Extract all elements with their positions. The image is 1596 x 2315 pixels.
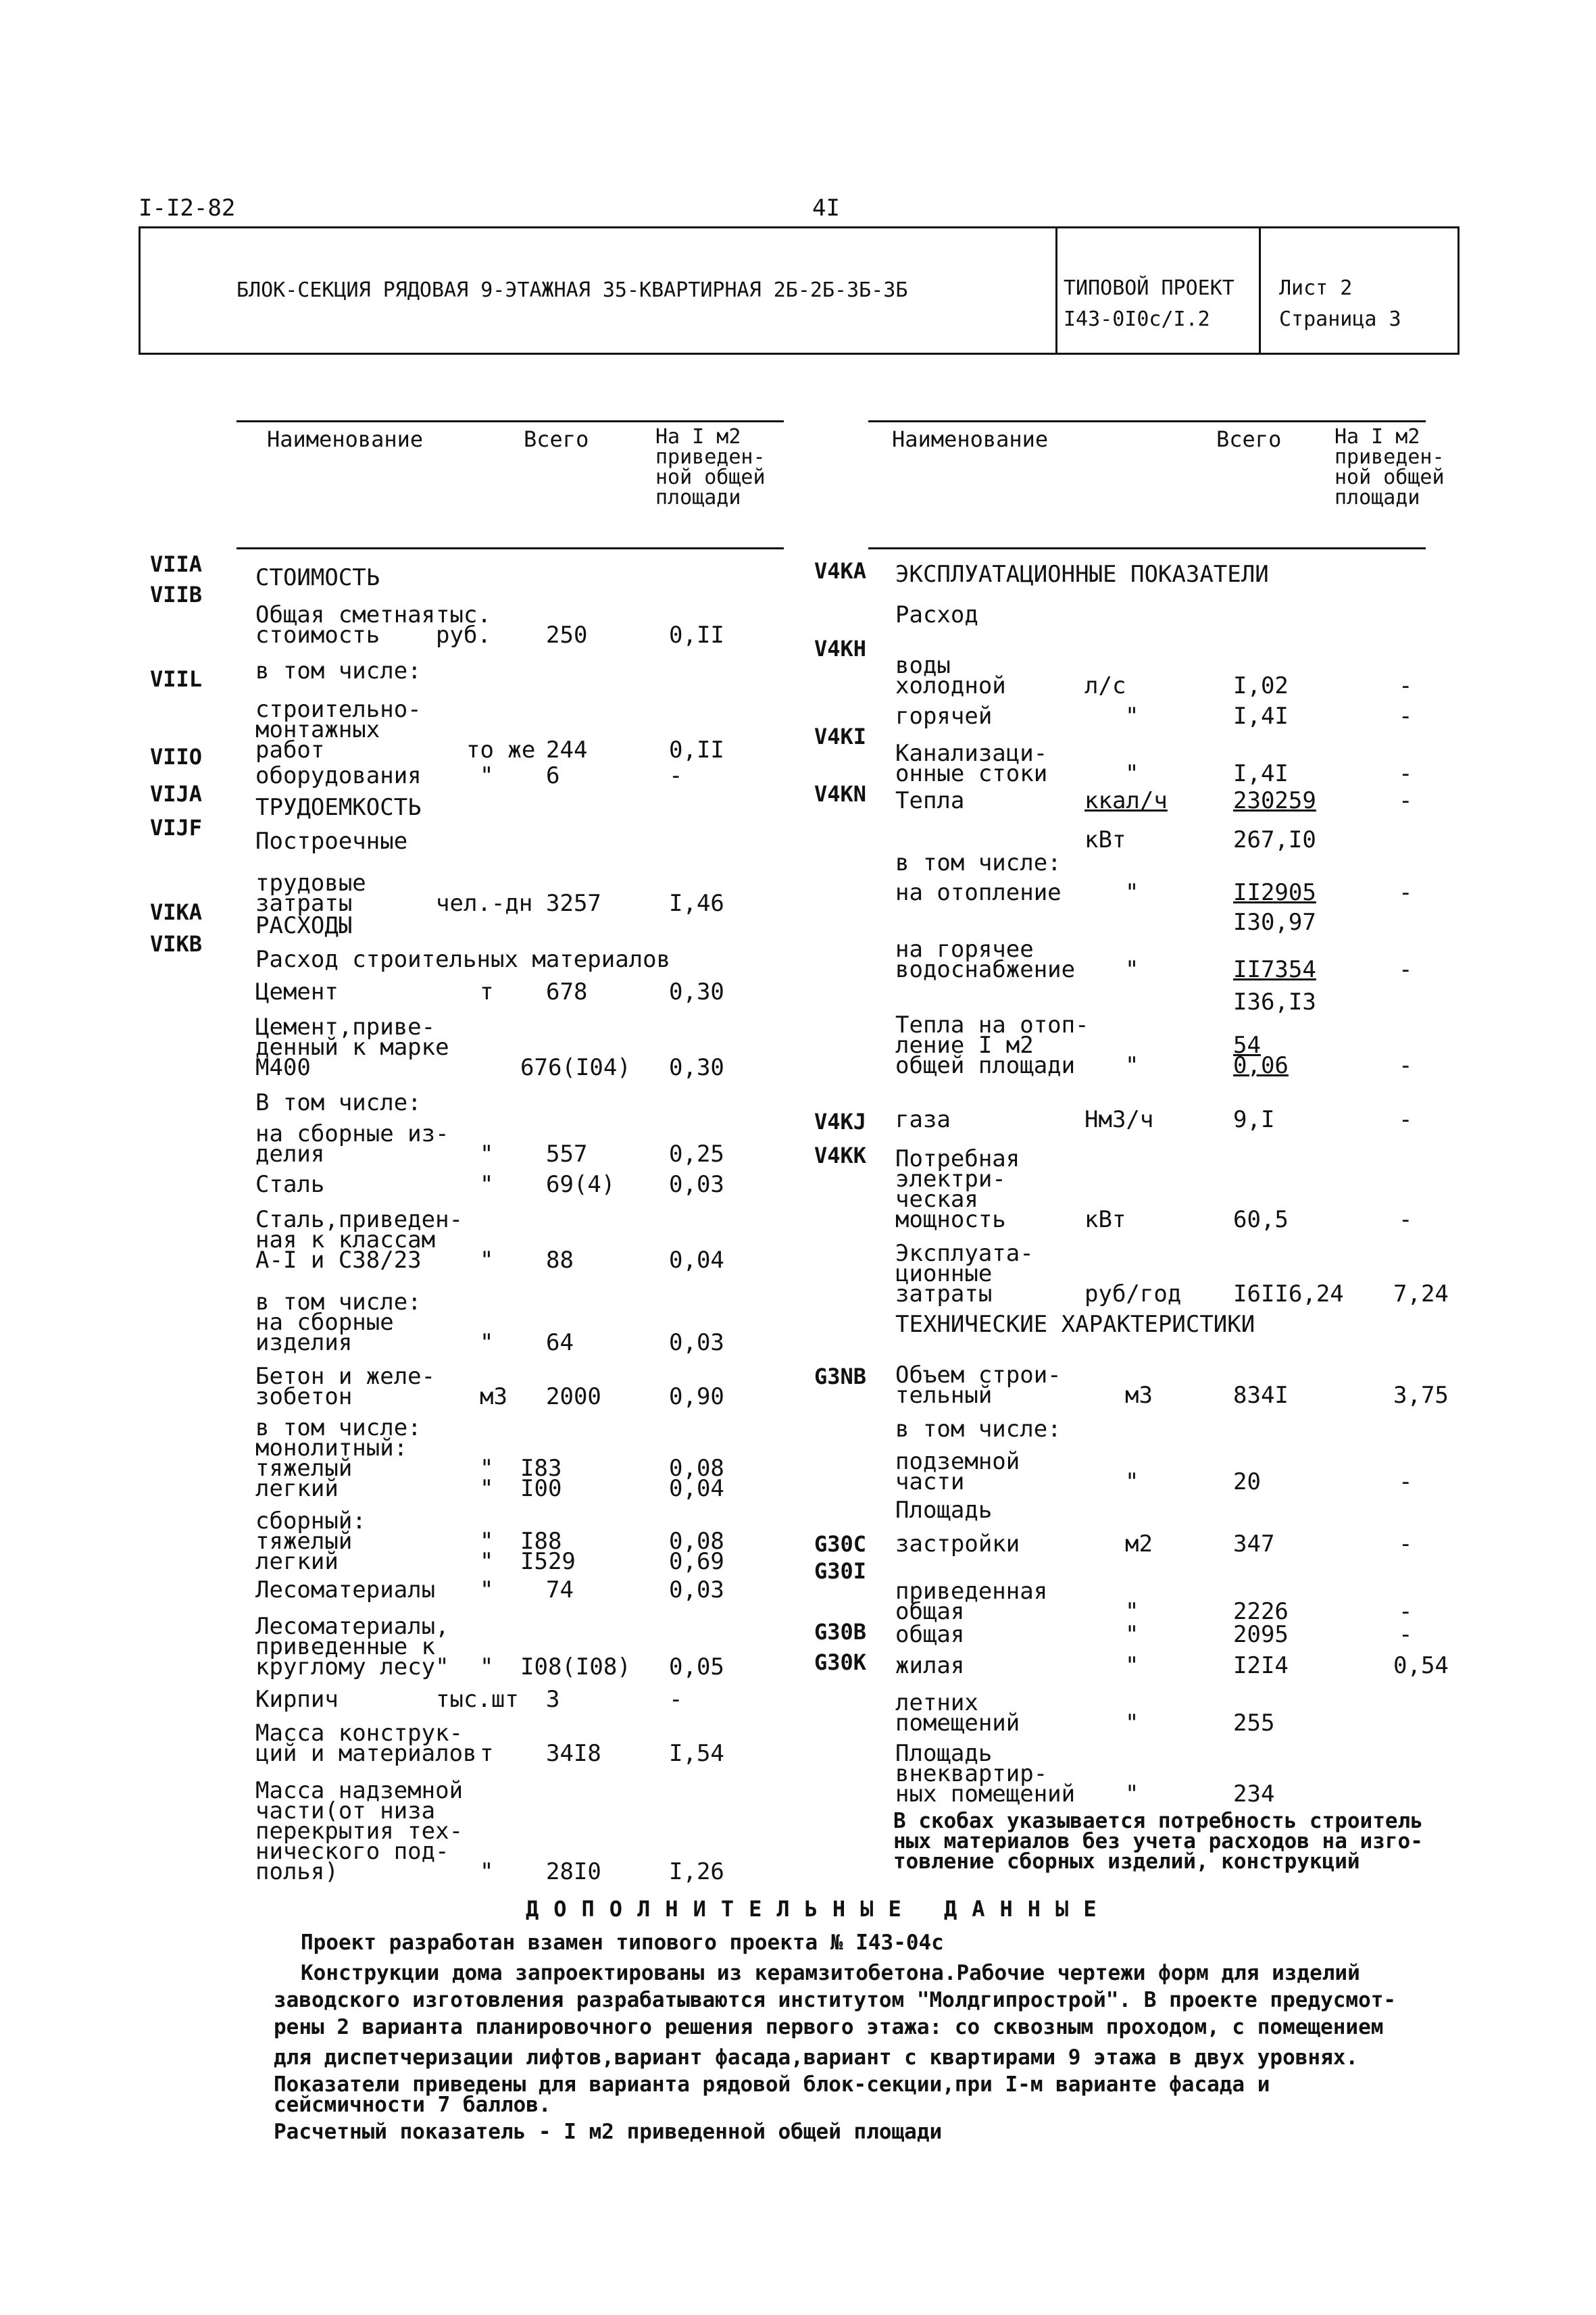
left-row-per-m2: I,26 [669, 1858, 724, 1885]
right-row-per-m2: - [1399, 1206, 1413, 1233]
right-row-unit: " [1125, 703, 1139, 730]
right-row-per-m2: - [1399, 1052, 1413, 1079]
left-row-per-m2: 0,30 [669, 1054, 724, 1081]
left-row-name: трудовые затраты [255, 870, 366, 917]
right-row-unit: " [1125, 760, 1139, 787]
right-row-unit: " [1125, 1652, 1139, 1679]
left-row-code: VIJA [150, 781, 203, 807]
left-row-per-m2: 0,03 [669, 1329, 724, 1356]
left-row-unit: " [480, 1329, 494, 1356]
right-row-per-m2: - [1399, 760, 1413, 787]
left-row-per-m2: I,54 [669, 1740, 724, 1767]
additional-line: Расчетный показатель - I м2 приведенной общей площади [274, 2120, 943, 2144]
left-row-unit: " " [480, 1528, 494, 1575]
left-row-name: в том числе: монолитный: тяжелый легкий [255, 1414, 422, 1502]
left-row-name: Сталь [255, 1171, 325, 1198]
right-header-total: Всего [1216, 426, 1282, 452]
right-row-per-m2: - [1399, 956, 1413, 983]
left-row-per-m2: 0,03 [669, 1171, 724, 1198]
right-row-total: I,4I [1233, 703, 1289, 730]
left-row-name: Сталь,приведен- ная к классам А-I и С38/23 [255, 1206, 464, 1274]
right-row-per-m2: - [1399, 1598, 1413, 1625]
left-row-per-m2: 0,25 [669, 1141, 724, 1168]
right-row-total: 230259 [1233, 787, 1316, 814]
additional-line: Показатели приведены для варианта рядовой блок-секции,при I-м варианте фасада и [274, 2072, 1270, 2097]
left-row-total: 69(4) [546, 1171, 616, 1198]
left-row-per-m2: 0,08 0,04 [669, 1455, 724, 1502]
right-row-total: 267,I0 [1233, 826, 1316, 853]
right-row-name: ЭКСПЛУАТАЦИОННЫЕ ПОКАЗАТЕЛИ [895, 561, 1269, 588]
left-row-name: РАСХОДЫ [255, 912, 353, 939]
left-row-total: I08(I08) [520, 1653, 631, 1681]
left-row-name: В том числе: [255, 1089, 422, 1116]
doc-code: I-I2-82 [139, 195, 236, 222]
left-row-code: VIIO [150, 744, 203, 770]
project-label: ТИПОВОЙ ПРОЕКТ [1064, 276, 1235, 300]
right-row-total: II2905 [1233, 879, 1316, 906]
right-row-per-m2: - [1399, 1106, 1413, 1133]
left-row-per-m2: 0,05 [669, 1653, 724, 1681]
right-row-code: V4KA [814, 558, 867, 584]
document-title: БЛОК-СЕКЦИЯ РЯДОВАЯ 9-ЭТАЖНАЯ 35-КВАРТИРНАЯ 2Б-2Б-3Б-3Б [236, 278, 908, 302]
right-row-name: в том числе: [895, 1416, 1062, 1443]
right-row-total: 234 [1233, 1781, 1275, 1808]
left-row-name: Лесоматериалы, приведенные к круглому лесу" [255, 1613, 449, 1681]
right-row-unit: кВт [1084, 826, 1126, 853]
right-row-name: Тепла [895, 787, 965, 814]
left-row-total: 28I0 [546, 1858, 601, 1885]
additional-line: сейсмичности 7 баллов. [274, 2093, 551, 2117]
right-row-per-m2: 3,75 [1393, 1382, 1449, 1409]
right-row-total: 54 0,06 [1233, 1032, 1289, 1079]
right-row-name: ТЕХНИЧЕСКИЕ ХАРАКТЕРИСТИКИ [895, 1311, 1255, 1338]
additional-line: Проект разработан взамен типового проекта № I43-04с [301, 1931, 944, 1955]
left-row-total: 6 [546, 762, 560, 789]
left-row-total: 34I8 [546, 1740, 601, 1767]
right-row-total: 20 [1233, 1468, 1261, 1495]
right-row-unit: Нм3/ч [1084, 1106, 1154, 1133]
right-header-per-m2: На I м2 приведен- ной общей площади [1335, 425, 1445, 509]
left-row-unit: чел.-дн [436, 890, 533, 917]
stamp-divider-1 [1055, 226, 1057, 355]
left-row-total: 3 [546, 1686, 560, 1713]
left-row-name: ТРУДОЕМКОСТЬ [255, 794, 422, 821]
left-row-unit: " [480, 762, 494, 789]
right-row-code: V4KN [814, 781, 867, 807]
right-row-unit: л/с [1084, 672, 1126, 699]
left-row-name: Общая сметная стоимость [255, 601, 436, 649]
right-row-total: 9,I [1233, 1106, 1275, 1133]
right-row-unit: " [1125, 879, 1139, 906]
right-row-name: подземной части [895, 1448, 1020, 1495]
right-row-total: II7354 [1233, 956, 1316, 983]
left-row-code: VIIA [150, 551, 203, 577]
left-row-total: 74 [546, 1576, 574, 1603]
right-row-unit: " [1125, 1781, 1139, 1808]
right-row-name: Канализаци- онные стоки [895, 740, 1048, 787]
right-row-code: G3NB [814, 1364, 867, 1389]
additional-heading: ДОПОЛНИТЕЛЬНЫЕ ДАННЫЕ [526, 1896, 1112, 1922]
right-row-name: Эксплуата- ционные затраты [895, 1240, 1034, 1308]
right-row-name: горячей [895, 703, 993, 730]
left-row-total: 676(I04) [520, 1054, 631, 1081]
additional-line: рены 2 варианта планировочного решения первого этажа: со сквозным проходом, с помещением [274, 2015, 1384, 2039]
right-row-per-m2: - [1399, 703, 1413, 730]
left-row-code: VIJF [150, 815, 203, 841]
left-row-unit: т [480, 1740, 494, 1767]
left-row-name: в том числе: на сборные изделия [255, 1289, 422, 1356]
left-row-name: Лесоматериалы [255, 1576, 436, 1603]
right-row-per-m2: 0,54 [1393, 1652, 1449, 1679]
right-row-total: 255 [1233, 1710, 1275, 1737]
right-row-total: I,4I [1233, 760, 1289, 787]
right-row-unit: м2 [1125, 1530, 1153, 1558]
left-row-unit: " [480, 1141, 494, 1168]
right-row-total: 2095 [1233, 1621, 1289, 1648]
right-row-total: I36,I3 [1233, 989, 1316, 1016]
left-row-name: Цемент [255, 978, 339, 1005]
left-row-name: СТОИМОСТЬ [255, 564, 380, 591]
left-row-total: 244 [546, 737, 588, 764]
left-row-per-m2: 0,03 [669, 1576, 724, 1603]
left-header-name: Наименование [267, 426, 424, 452]
right-row-name: на горячее водоснабжение [895, 936, 1076, 983]
additional-line: Конструкции дома запроектированы из керамзитобетона.Рабочие чертежи форм для изделий [301, 1961, 1360, 1985]
right-row-name: Потребная электри- ческая мощность [895, 1145, 1020, 1233]
right-row-name: Тепла на отоп- ление I м2 общей площади [895, 1012, 1089, 1079]
right-table-footnote: В скобах указывается потребность строитель ных материалов без учета расходов на изго- товление сборных изделий, конструкций [893, 1809, 1423, 1874]
right-row-total: 2226 [1233, 1598, 1289, 1625]
right-row-per-m2: - [1399, 1621, 1413, 1648]
right-row-name: на отопление [895, 879, 1062, 906]
left-table-top-rule [236, 420, 784, 422]
left-row-unit: тыс. руб. [436, 601, 491, 649]
right-row-name: летних помещений [895, 1689, 1020, 1737]
right-row-code: G30C [814, 1531, 867, 1557]
right-row-code: V4KI [814, 724, 867, 749]
left-row-name: Цемент,приве- денный к марке М400 [255, 1014, 449, 1081]
right-row-per-m2: 7,24 [1393, 1280, 1449, 1308]
left-row-per-m2: 0,II [669, 622, 724, 649]
left-row-name: строительно- монтажных работ [255, 696, 422, 764]
left-row-unit: " " [480, 1455, 494, 1502]
left-row-name: Расход строительных материалов [255, 946, 671, 973]
right-row-name: воды холодной [895, 652, 1006, 699]
right-row-total: 834I [1233, 1382, 1289, 1409]
left-row-total: I83 I00 [520, 1455, 562, 1502]
additional-line: заводского изготовления разрабатываются институтом "Молдгипрострой". В проекте предусмот- [274, 1988, 1397, 2012]
right-row-unit: " [1125, 1598, 1139, 1625]
left-row-code: VIIL [150, 666, 203, 692]
left-row-name: Бетон и желе- зобетон [255, 1363, 436, 1410]
left-row-code: VIIB [150, 582, 203, 607]
left-row-name: сборный: тяжелый легкий [255, 1508, 366, 1575]
right-row-name: Площадь внеквартир- ных помещений [895, 1740, 1076, 1808]
right-row-name: застройки [895, 1530, 1020, 1558]
left-row-unit: тыс.шт [436, 1686, 519, 1713]
left-row-unit: " [480, 1858, 494, 1885]
left-row-code: VIKB [150, 931, 203, 957]
right-row-unit: " [1125, 1468, 1139, 1495]
right-row-unit: " [1125, 1621, 1139, 1648]
right-row-name: общая [895, 1621, 965, 1648]
left-row-per-m2: 0,04 [669, 1247, 724, 1274]
right-row-total: 60,5 [1233, 1206, 1289, 1233]
left-header-total: Всего [524, 426, 589, 452]
left-row-name: Кирпич [255, 1686, 339, 1713]
right-row-per-m2: - [1399, 787, 1413, 814]
left-row-unit: " [480, 1653, 494, 1681]
right-row-total: I,02 [1233, 672, 1289, 699]
left-row-unit: т [480, 978, 494, 1005]
right-row-unit: м3 [1125, 1382, 1153, 1409]
right-table-header-rule [868, 547, 1426, 549]
left-row-name: на сборные из- делия [255, 1120, 449, 1168]
project-number: I43-0I0с/I.2 [1064, 307, 1210, 331]
page-number: 4I [812, 195, 840, 222]
left-row-unit: " [480, 1171, 494, 1198]
left-row-total: 678 [546, 978, 588, 1005]
right-row-total: I30,97 [1233, 909, 1316, 936]
right-row-per-m2: - [1399, 672, 1413, 699]
right-row-per-m2: - [1399, 1468, 1413, 1495]
left-table-header-rule [236, 547, 784, 549]
right-row-unit: " [1125, 956, 1139, 983]
left-row-unit: м3 [480, 1383, 507, 1410]
left-row-per-m2: I,46 [669, 890, 724, 917]
left-row-name: Построечные [255, 828, 408, 855]
left-row-name: оборудования [255, 762, 422, 789]
right-row-name: Объем строи- тельный [895, 1362, 1062, 1409]
left-row-total: 64 [546, 1329, 574, 1356]
right-row-name: Расход [895, 601, 978, 628]
left-row-total: 88 [546, 1247, 574, 1274]
right-row-code: G30I [814, 1558, 867, 1584]
left-row-name: в том числе: [255, 657, 422, 684]
right-row-unit: " [1125, 1052, 1139, 1079]
right-row-name: газа [895, 1106, 951, 1133]
right-header-name: Наименование [892, 426, 1049, 452]
right-row-total: I6II6,24 [1233, 1280, 1344, 1308]
stamp-divider-2 [1259, 226, 1261, 355]
left-row-per-m2: 0,30 [669, 978, 724, 1005]
left-row-total: 557 [546, 1141, 588, 1168]
right-row-code: V4KJ [814, 1109, 867, 1135]
left-row-code: VIKA [150, 899, 203, 925]
right-table-top-rule [868, 420, 1426, 422]
left-row-name: Масса конструк- ций и материалов [255, 1720, 477, 1767]
left-row-total: 250 [546, 622, 588, 649]
right-row-code: V4KH [814, 636, 867, 662]
right-row-total: 347 [1233, 1530, 1275, 1558]
page-label: Страница 3 [1279, 307, 1401, 331]
right-row-name: жилая [895, 1652, 965, 1679]
left-row-per-m2: - [669, 1686, 683, 1713]
right-row-per-m2: - [1399, 879, 1413, 906]
additional-line: для диспетчеризации лифтов,вариант фасада,вариант с квартирами 9 этажа в двух уровнях. [274, 2045, 1359, 2070]
left-row-per-m2: 0,II [669, 737, 724, 764]
left-row-unit: " [480, 1576, 494, 1603]
left-row-total: I88 I529 [520, 1528, 576, 1575]
right-row-per-m2: - [1399, 1530, 1413, 1558]
right-row-code: G30B [814, 1619, 867, 1645]
left-row-unit: то же [466, 737, 536, 764]
left-row-unit: " [480, 1247, 494, 1274]
right-row-name: Площадь [895, 1497, 993, 1524]
right-row-code: V4KK [814, 1143, 867, 1168]
left-row-per-m2: 0,90 [669, 1383, 724, 1410]
left-row-name: Масса надземной части(от низа перекрытия тех- нического под- полья) [255, 1777, 464, 1885]
right-row-code: G30K [814, 1649, 867, 1675]
right-row-unit: руб/год [1084, 1280, 1182, 1308]
sheet-label: Лист 2 [1279, 276, 1353, 300]
left-header-per-m2: На I м2 приведен- ной общей площади [655, 425, 766, 509]
left-row-total: 2000 [546, 1383, 601, 1410]
right-row-total: I2I4 [1233, 1652, 1289, 1679]
right-row-unit: ккал/ч [1084, 787, 1168, 814]
right-row-name: в том числе: [895, 849, 1062, 876]
left-row-per-m2: - [669, 762, 683, 789]
left-row-total: 3257 [546, 890, 601, 917]
right-row-name: приведенная общая [895, 1578, 1048, 1625]
left-row-per-m2: 0,08 0,69 [669, 1528, 724, 1575]
right-row-unit: " [1125, 1710, 1139, 1737]
right-row-unit: кВт [1084, 1206, 1126, 1233]
